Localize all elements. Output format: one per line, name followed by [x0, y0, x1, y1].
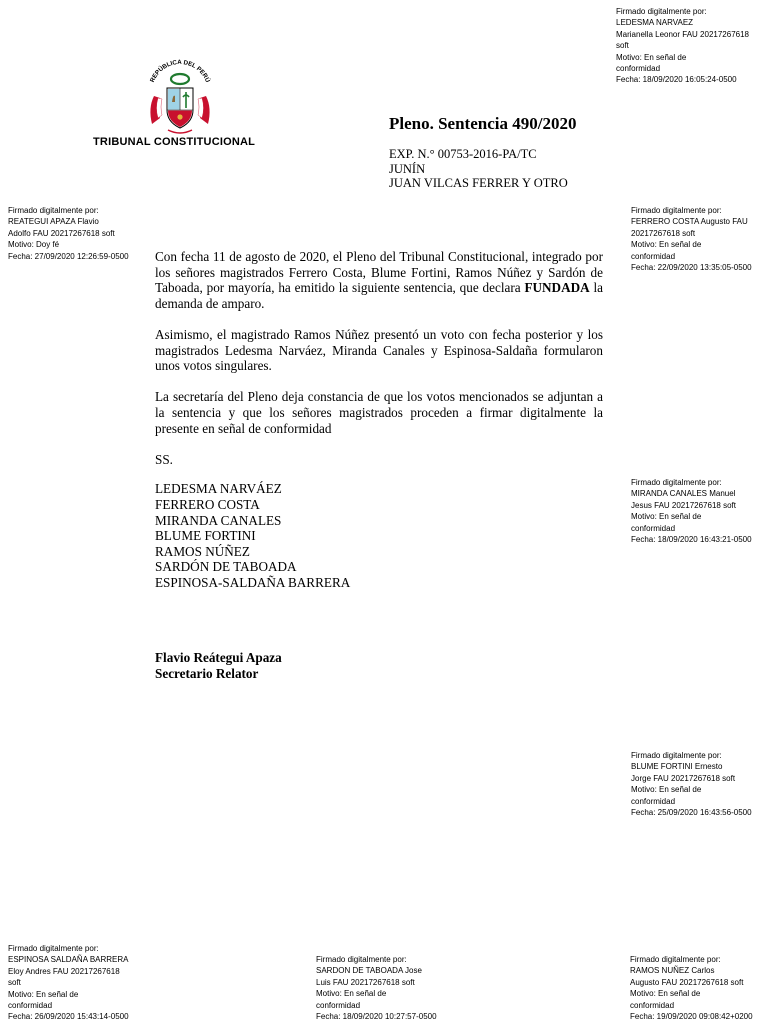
sig-line: Eloy Andres FAU 20217267618 — [8, 966, 120, 976]
sig-line: BLUME FORTINI Ernesto — [631, 762, 723, 772]
digital-signature-blume — [631, 750, 752, 818]
sig-line: MIRANDA CANALES Manuel — [631, 489, 736, 499]
sig-line: conformidad — [631, 796, 676, 806]
sig-line: Motivo: En señal de — [630, 989, 701, 999]
digital-signature-reategui — [8, 205, 129, 262]
judge-name: RAMOS NÚÑEZ — [155, 543, 250, 559]
secretary-block — [155, 650, 282, 681]
sig-line: Firmado digitalmente por: — [8, 206, 99, 215]
seal-arc-text: REPÚBLICA DEL PERÚ — [148, 58, 212, 84]
secretary-title: Secretario Relator — [155, 665, 259, 681]
ss-abbrev: SS. — [155, 451, 173, 467]
sig-line: Fecha: 25/09/2020 16:43:56-0500 — [631, 808, 752, 818]
document-body — [155, 249, 603, 590]
sig-line: Luis FAU 20217267618 soft — [316, 977, 415, 987]
judge-name: FERRERO COSTA — [155, 496, 260, 512]
sig-line: RAMOS NUÑEZ Carlos — [630, 966, 715, 976]
sig-line: Firmado digitalmente por: — [616, 7, 707, 16]
sig-line: Firmado digitalmente por: — [8, 944, 99, 953]
judge-name: BLUME FORTINI — [155, 528, 256, 544]
sig-line: Motivo: En señal de — [8, 989, 79, 999]
sig-line: conformidad — [630, 1000, 675, 1010]
judge-name: ESPINOSA-SALDAÑA BARRERA — [155, 574, 351, 590]
sig-line: Jesus FAU 20217267618 soft — [631, 500, 736, 510]
case-info — [389, 147, 568, 191]
sig-line: Firmado digitalmente por: — [631, 206, 722, 215]
sig-line: Firmado digitalmente por: — [630, 955, 721, 964]
coat-of-arms-icon — [140, 52, 220, 136]
judge-name: LEDESMA NARVÁEZ — [155, 481, 282, 497]
sig-line: FERRERO COSTA Augusto FAU — [631, 217, 748, 227]
judge-name: SARDÓN DE TABOADA — [155, 559, 297, 575]
case-parties: JUAN VILCAS FERRER Y OTRO — [389, 176, 568, 190]
sig-line: conformidad — [631, 523, 676, 533]
sig-line: conformidad — [8, 1001, 53, 1011]
sig-line: 20217267618 soft — [631, 228, 696, 238]
case-region: JUNÍN — [389, 161, 426, 176]
sig-line: Fecha: 18/09/2020 10:27:57-0500 — [316, 1012, 437, 1022]
sig-line: Motivo: En señal de — [316, 989, 387, 999]
sig-line: soft — [616, 41, 629, 51]
digital-signature-ferrero — [631, 205, 752, 273]
sig-line: Motivo: En señal de — [616, 52, 687, 62]
sig-line: Marianella Leonor FAU 20217267618 — [616, 29, 749, 39]
digital-signature-miranda — [631, 477, 752, 545]
sig-line: conformidad — [631, 251, 676, 261]
sig-line: Firmado digitalmente por: — [631, 478, 722, 487]
svg-text:REPÚBLICA DEL PERÚ — [149, 59, 211, 84]
secretary-name: Flavio Reátegui Apaza — [155, 650, 282, 665]
sig-line: ESPINOSA SALDAÑA BARRERA — [8, 955, 129, 965]
sig-line: Fecha: 18/09/2020 16:05:24-0500 — [616, 75, 737, 85]
paragraph-votes: Asimismo, el magistrado Ramos Núñez presentó un voto con fecha posterior y los magistrados Ledesma Narváez, Miranda Canales y Espinosa-Saldaña formularon unos votos singulares. — [155, 326, 603, 374]
digital-signature-ramos — [630, 954, 753, 1022]
sig-line: Motivo: En señal de — [631, 240, 702, 250]
sig-line: Fecha: 18/09/2020 16:43:21-0500 — [631, 535, 752, 545]
sig-line: soft — [8, 978, 21, 988]
sig-line: Motivo: En señal de — [631, 512, 702, 522]
sig-line: Adolfo FAU 20217267618 soft — [8, 228, 115, 238]
document-title: Pleno. Sentencia 490/2020 — [389, 114, 577, 133]
sig-line: Fecha: 27/09/2020 12:26:59-0500 — [8, 251, 129, 261]
sig-line: conformidad — [616, 64, 661, 74]
sig-line: Jorge FAU 20217267618 soft — [631, 773, 736, 783]
digital-signature-espinosa — [8, 943, 129, 1023]
sig-line: Motivo: Doy fé — [8, 240, 60, 250]
paragraph-secretariat: La secretaría del Pleno deja constancia de que los votos mencionados se adjuntan a la sentencia y que los señores magistrados proceden a firmar digitalmente la presente en señal de conformidad — [155, 389, 603, 436]
institution-name: TRIBUNAL CONSTITUCIONAL — [93, 136, 256, 148]
sig-line: conformidad — [316, 1000, 361, 1010]
ruling-outcome: FUNDADA — [524, 280, 590, 296]
sig-line: SARDON DE TABOADA Jose — [316, 966, 422, 976]
digital-signature-sardon — [316, 954, 437, 1022]
sig-line: Fecha: 22/09/2020 13:35:05-0500 — [631, 263, 752, 273]
sig-line: Fecha: 26/09/2020 15:43:14-0500 — [8, 1012, 129, 1022]
judges-list — [155, 481, 603, 590]
digital-signature-ledesma — [616, 6, 749, 86]
sig-line: Firmado digitalmente por: — [316, 955, 407, 964]
sig-line: REATEGUI APAZA Flavio — [8, 217, 99, 227]
judge-name: MIRANDA CANALES — [155, 512, 282, 528]
paragraph-ruling: Con fecha 11 de agosto de 2020, el Pleno del Tribunal Constitucional, integrado por los señores magistrados Ferrero Costa, Blume Fortini, Ramos Núñez y Sardón de Taboada, por mayoría, ha emitido la siguiente sentencia, que declara FUNDADA la demanda de amparo. — [155, 249, 603, 311]
sig-line: Augusto FAU 20217267618 soft — [630, 977, 744, 987]
sig-line: Fecha: 19/09/2020 09:08:42+0200 — [630, 1012, 753, 1022]
sig-line: Motivo: En señal de — [631, 785, 702, 795]
sig-line: Firmado digitalmente por: — [631, 751, 722, 760]
case-number: EXP. N.° 00753-2016-PA/TC — [389, 147, 537, 161]
sig-line: LEDESMA NARVAEZ — [616, 18, 694, 28]
